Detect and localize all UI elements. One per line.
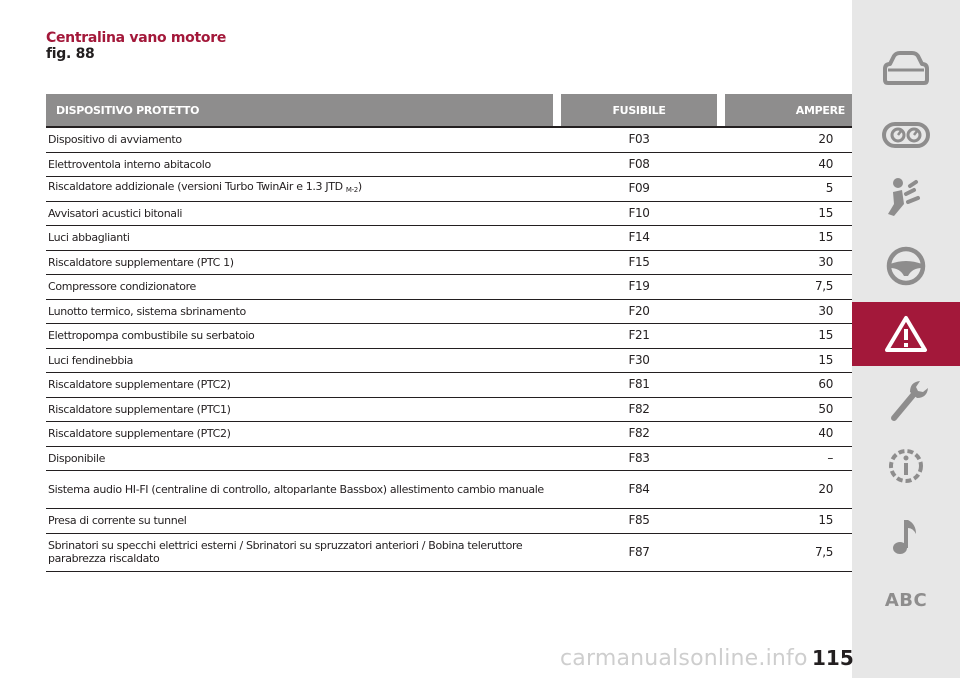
figure-reference: fig. 88 <box>46 46 95 62</box>
table-row <box>46 127 883 152</box>
cell-fuse: F09 <box>561 177 717 202</box>
cell-fuse: F84 <box>561 471 717 509</box>
cell-ampere: 15 <box>725 348 883 373</box>
cell-device <box>46 373 553 398</box>
cell-device <box>46 509 553 534</box>
device-text: Lunotto termico, sistema sbrinamento <box>48 304 246 318</box>
steering-wheel-icon <box>880 244 932 288</box>
cell-device <box>46 422 553 447</box>
cell-device <box>46 201 553 226</box>
device-text: Sistema audio HI-FI (centraline di controllo, altoparlante Bassbox) allestimento cambio manuale <box>48 483 544 496</box>
table-row <box>46 373 883 398</box>
info-gear-icon <box>880 442 932 490</box>
fuse-table <box>46 94 883 572</box>
cell-fuse: F87 <box>561 533 717 571</box>
cell-ampere: 15 <box>725 201 883 226</box>
wrench-icon <box>880 376 932 424</box>
watermark: carmanualsonline.info <box>560 646 808 671</box>
table-row <box>46 422 883 447</box>
cell-ampere: 30 <box>725 250 883 275</box>
device-text: Compressore condizionatore <box>48 280 196 294</box>
cell-device <box>46 127 553 152</box>
cell-device <box>46 226 553 251</box>
device-text: Riscaldatore addizionale (versioni Turbo TwinAir e 1.3 JTD <box>48 180 343 194</box>
cell-fuse: F15 <box>561 250 717 275</box>
cell-fuse: F20 <box>561 299 717 324</box>
device-text: Disponibile <box>48 451 106 465</box>
table-row <box>46 275 883 300</box>
cell-fuse: F85 <box>561 509 717 534</box>
table-row <box>46 397 883 422</box>
cell-device <box>46 348 553 373</box>
table-row <box>46 446 883 471</box>
device-text: Luci abbaglianti <box>48 231 130 245</box>
cell-device <box>46 152 553 177</box>
device-text: Riscaldatore supplementare (PTC2) <box>48 378 231 392</box>
table-row <box>46 471 883 509</box>
device-subscript: M-2 <box>345 186 358 195</box>
abc-icon: ABC <box>884 589 928 611</box>
device-text: Riscaldatore supplementare (PTC 1) <box>48 255 234 269</box>
cell-ampere: 5 <box>725 177 883 202</box>
chapter-maintenance[interactable] <box>852 368 960 432</box>
chapter-car[interactable] <box>852 38 960 102</box>
cell-ampere: 15 <box>725 509 883 534</box>
cell-ampere: 20 <box>725 471 883 509</box>
cell-fuse: F82 <box>561 422 717 447</box>
header-device: DISPOSITIVO PROTETTO <box>46 94 553 127</box>
cell-ampere: 15 <box>725 324 883 349</box>
device-text: Luci fendinebbia <box>48 353 134 367</box>
chapter-driving[interactable] <box>852 234 960 298</box>
cell-ampere: 60 <box>725 373 883 398</box>
device-text: Dispositivo di avviamento <box>48 133 182 147</box>
cell-ampere: 40 <box>725 152 883 177</box>
cell-device <box>46 533 553 571</box>
page-number: 115 <box>812 646 854 670</box>
section-title: Centralina vano motore <box>46 30 227 46</box>
cell-device <box>46 250 553 275</box>
cell-ampere: 50 <box>725 397 883 422</box>
warning-triangle-icon <box>880 312 932 356</box>
device-text: Presa di corrente su tunnel <box>48 514 187 528</box>
cell-ampere: 30 <box>725 299 883 324</box>
cell-fuse: F19 <box>561 275 717 300</box>
chapter-sidebar <box>852 0 960 678</box>
cell-fuse: F30 <box>561 348 717 373</box>
device-text: Riscaldatore supplementare (PTC2) <box>48 427 231 441</box>
table-row <box>46 299 883 324</box>
header-fuse: FUSIBILE <box>561 94 717 127</box>
chapter-dashboard[interactable] <box>852 102 960 166</box>
music-note-icon <box>880 514 932 558</box>
chapter-multimedia[interactable] <box>852 504 960 568</box>
chapter-safety[interactable] <box>852 166 960 230</box>
cell-fuse: F03 <box>561 127 717 152</box>
cell-device <box>46 324 553 349</box>
cell-device <box>46 471 553 509</box>
cell-fuse: F82 <box>561 397 717 422</box>
cell-ampere: 40 <box>725 422 883 447</box>
cell-device <box>46 275 553 300</box>
chapter-index[interactable] <box>852 568 960 632</box>
cell-fuse: F10 <box>561 201 717 226</box>
table-row <box>46 152 883 177</box>
table-row <box>46 533 883 571</box>
table-row <box>46 250 883 275</box>
device-text: Elettropompa combustibile su serbatoio <box>48 329 255 343</box>
device-text: Sbrinatori su specchi elettrici esterni / Sbrinatori su spruzzatori anteriori / Bobina teleruttore parabrezza riscaldato <box>48 539 523 565</box>
cell-device <box>46 446 553 471</box>
cell-ampere: 15 <box>725 226 883 251</box>
cell-fuse: F14 <box>561 226 717 251</box>
cell-fuse: F81 <box>561 373 717 398</box>
car-icon <box>880 50 932 90</box>
header-ampere: AMPERE <box>725 94 883 127</box>
cell-device <box>46 177 553 202</box>
table-row <box>46 324 883 349</box>
device-text: Avvisatori acustici bitonali <box>48 206 183 220</box>
cell-ampere: 7,5 <box>725 533 883 571</box>
chapter-technical-data[interactable] <box>852 434 960 498</box>
cell-fuse: F21 <box>561 324 717 349</box>
page-heading <box>46 30 226 62</box>
dashboard-gauges-icon <box>880 114 932 154</box>
cell-ampere: 20 <box>725 127 883 152</box>
cell-fuse: F83 <box>561 446 717 471</box>
table-row <box>46 177 883 202</box>
table-row <box>46 201 883 226</box>
cell-device <box>46 397 553 422</box>
cell-device <box>46 299 553 324</box>
device-text: Riscaldatore supplementare (PTC1) <box>48 402 231 416</box>
table-row <box>46 348 883 373</box>
table-row <box>46 509 883 534</box>
cell-ampere: 7,5 <box>725 275 883 300</box>
chapter-emergency[interactable] <box>852 302 960 366</box>
cell-fuse: F08 <box>561 152 717 177</box>
device-text: Elettroventola interno abitacolo <box>48 157 211 171</box>
fuse-table-body <box>46 127 883 571</box>
table-row <box>46 226 883 251</box>
table-header-row <box>46 94 883 127</box>
device-suffix: ) <box>357 180 362 194</box>
cell-ampere: – <box>725 446 883 471</box>
seat-safety-icon <box>880 176 932 220</box>
